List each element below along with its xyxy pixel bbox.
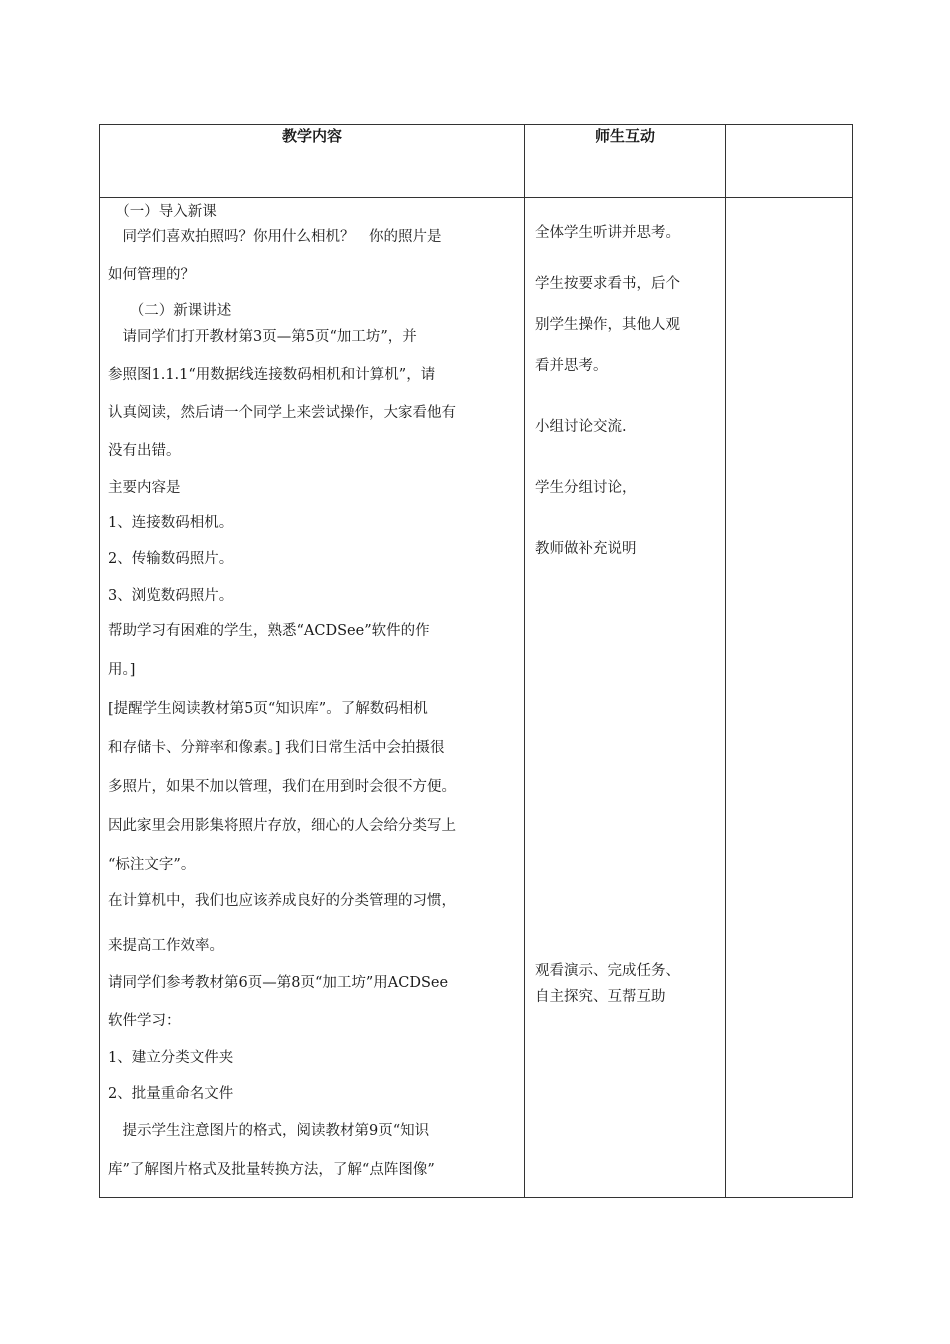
content-line: 库”了解图片格式及批量转换方法，了解“点阵图像” <box>108 1162 435 1178</box>
interaction-line: 小组讨论交流. <box>535 419 627 435</box>
content-line: 因此家里会用影集将照片存放，细心的人会给分类写上 <box>108 818 456 834</box>
content-line: 和存储卡、分辩率和像素。] 我们日常生活中会拍摄很 <box>108 740 445 756</box>
interaction-line: 别学生操作，其他人观 <box>535 317 680 333</box>
content-line: 没有出错。 <box>108 443 181 459</box>
content-line: 软件学习： <box>108 1013 181 1029</box>
teaching-content-cell <box>100 198 525 1198</box>
content-line: 2、批量重命名文件 <box>108 1086 234 1102</box>
content-line: 参照图1.1.1“用数据线连接数码相机和计算机”，请 <box>108 367 436 383</box>
lesson-table <box>99 124 853 1198</box>
content-line: [提醒学生阅读教材第5页“知识库”。了解数码相机 <box>108 701 428 717</box>
content-line: 提示学生注意图片的格式，阅读教材第9页“知识 <box>108 1123 430 1139</box>
interaction-line: 看并思考。 <box>535 358 608 374</box>
content-line: （二）新课讲述 <box>108 303 232 319</box>
interaction-cell <box>525 198 726 1198</box>
content-line: 请同学们参考教材第6页—第8页“加工坊”用ACDSee <box>108 975 449 991</box>
content-line: 2、传输数码照片。 <box>108 551 234 567</box>
content-line: 1、建立分类文件夹 <box>108 1050 234 1066</box>
content-line: 用。] <box>108 662 136 678</box>
interaction-line: 教师做补充说明 <box>535 541 637 557</box>
content-line: 在计算机中，我们也应该养成良好的分类管理的习惯， <box>108 893 456 909</box>
interaction-line: 自主探究、互帮互助 <box>535 989 666 1005</box>
header-notes <box>726 125 853 198</box>
content-line: 请同学们打开教材第3页—第5页“加工坊”，并 <box>108 329 417 345</box>
content-line: 3、浏览数码照片。 <box>108 588 234 604</box>
content-line: “标注文字”。 <box>108 857 196 873</box>
table-body-row <box>100 198 853 1198</box>
content-line: 认真阅读，然后请一个同学上来尝试操作，大家看他有 <box>108 405 456 421</box>
content-line: 多照片，如果不加以管理，我们在用到时会很不方便。 <box>108 779 456 795</box>
notes-cell <box>726 198 853 1198</box>
header-interaction: 师生互动 <box>525 125 726 198</box>
interaction-line: 学生分组讨论， <box>535 480 637 496</box>
interaction-line: 全体学生听讲并思考。 <box>535 225 680 241</box>
table-header-row <box>100 125 853 198</box>
header-teaching-content: 教学内容 <box>100 125 525 198</box>
content-line: 同学们喜欢拍照吗？你用什么相机？ 你的照片是 <box>108 229 442 245</box>
interaction-line: 观看演示、完成任务、 <box>535 963 680 979</box>
content-line: （一）导入新课 <box>108 204 217 220</box>
content-line: 如何管理的？ <box>108 267 195 283</box>
content-line: 来提高工作效率。 <box>108 938 224 954</box>
content-line: 帮助学习有困难的学生，熟悉“ACDSee”软件的作 <box>108 623 430 639</box>
content-line: 1、连接数码相机。 <box>108 515 234 531</box>
interaction-line: 学生按要求看书，后个 <box>535 276 680 292</box>
content-line: 主要内容是 <box>108 480 181 496</box>
